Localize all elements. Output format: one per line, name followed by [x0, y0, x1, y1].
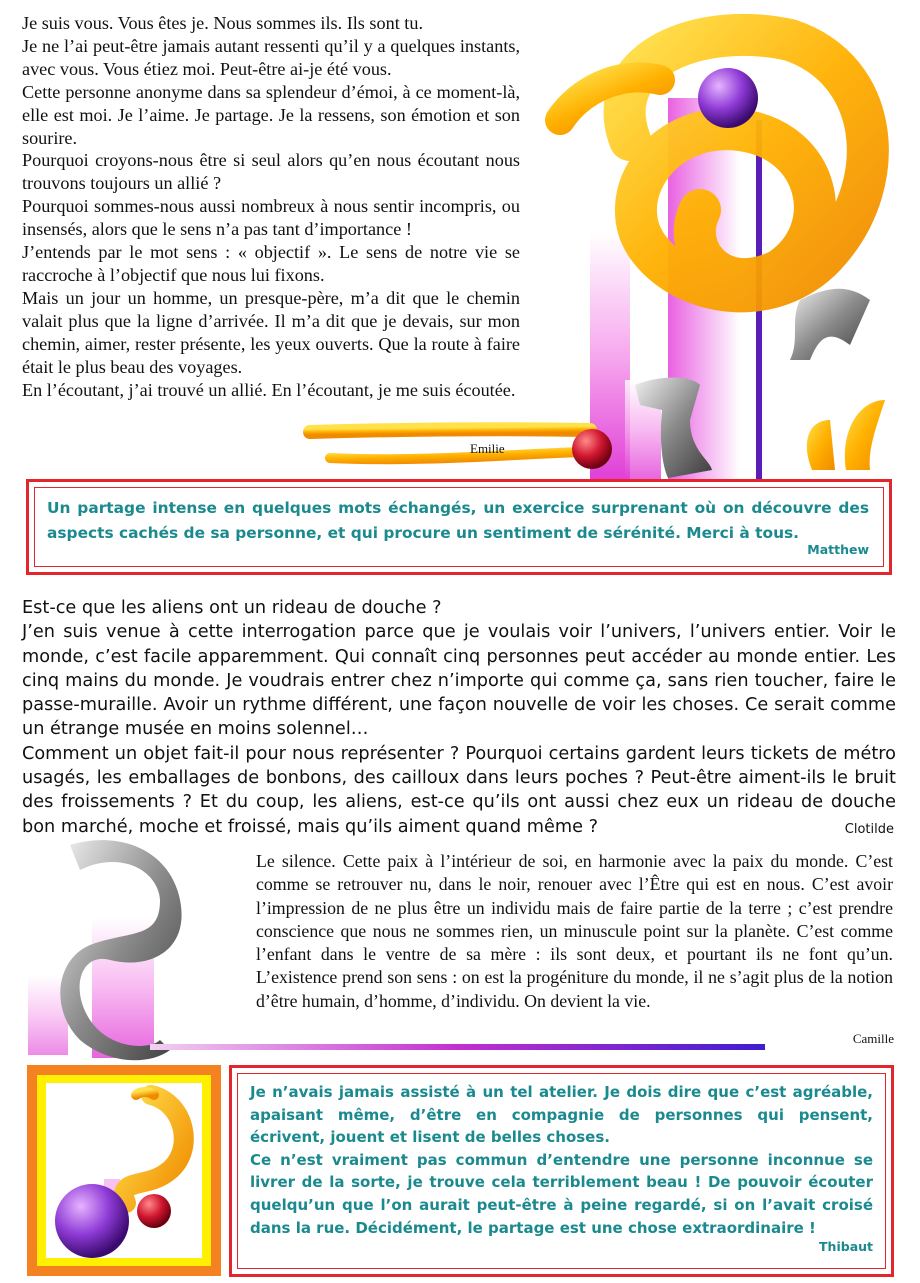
illustration-canvas — [46, 1083, 202, 1258]
camille-signature: Camille — [852, 1031, 894, 1046]
emilie-paragraph: Pourquoi croyons-nous être si seul alors qu’en nous écoutant nous trouvons toujours un allié ? — [22, 150, 520, 194]
thibaut-testimonial-box — [229, 1065, 894, 1277]
orange-stroke-2 — [330, 452, 580, 459]
emilie-paragraph: Je ne l’ai peut-être jamais autant ressenti qu’il y a quelques instants, avec vous. Vous étiez moi. Peut-être ai-je été vous. — [22, 35, 520, 79]
emilie-signature: Emilie — [470, 441, 505, 456]
thibaut-illustration-frame — [27, 1065, 221, 1276]
orange-ribbon-thibaut — [124, 1095, 184, 1203]
clotilde-paragraph: Comment un objet fait-il pour nous représenter ? Pourquoi certains gardent leurs tickets de métro usagés, les emballages de bonbons, des cailloux dans leurs poches ? Peut-être aiment-ils le bruit des froissements ? Et du coup, les aliens, est-ce qu’ils ont aussi chez eux un rideau de douche bon marché, moche et froissé, mais qu’ils aiment quand même ? — [22, 743, 896, 837]
clotilde-paragraph: J’en suis venue à cette interrogation parce que je voulais voir l’univers, l’univers entier. Voir le monde, c’est facile apparemment. Qui connaît cinq personnes peut accéder au monde entier. Les cinq mains du monde. Je voudrais entrer chez n’importe qui comme ça, sans rien toucher, faire le passe-muraille. Avoir un rythme différent, une façon nouvelle de voir les choses. Ce serait comme un étrange musée en moins solennel… — [22, 622, 896, 740]
thibaut-signature: Thibaut — [819, 1239, 873, 1254]
emilie-paragraph: Je suis vous. Vous êtes je. Nous sommes ils. Ils sont tu. — [22, 13, 423, 33]
thibaut-testimonial-text — [250, 1081, 873, 1239]
yellow-frame — [37, 1075, 211, 1266]
clotilde-text-block — [22, 596, 896, 839]
grey-ribbon-1 — [790, 289, 870, 360]
red-sphere-small — [137, 1194, 171, 1228]
emilie-paragraph: Pourquoi sommes-nous aussi nombreux à nous sentir incompris, ou insensés, alors que le sens n’a pas tant d’importance ! — [22, 196, 520, 240]
matthew-testimonial-box — [26, 479, 892, 575]
emilie-paragraph: Cette personne anonyme dans sa splendeur d’émoi, à ce moment-là, elle est moi. Je l’aime. Je partage. Je la ressens, son émotion et son sourire. — [22, 81, 520, 148]
matthew-signature: Matthew — [807, 542, 869, 557]
spheres-illustration — [46, 1083, 202, 1258]
clotilde-signature: Clotilde — [844, 822, 894, 837]
purple-sphere — [698, 68, 758, 128]
emilie-paragraph: J’entends par le mot sens : « objectif ». Le sens de notre vie se raccroche à l’objectif que nous lui fixons. — [22, 242, 520, 285]
emilie-paragraph: En l’écoutant, j’ai trouvé un allié. En l’écoutant, je me suis écoutée. — [22, 379, 516, 400]
thibaut-paragraph: Ce n’est vraiment pas commun d’entendre une personne inconnue se livrer de la sorte, je trouve cela terriblement beau ! De pouvoir écouter quelqu’un que l’on aurait peut-être à peine regardé, si on l’avait croisé dans la rue. Décidément, le partage est une chose extraordinaire ! — [250, 1150, 873, 1237]
purple-sphere-small — [55, 1184, 129, 1258]
clotilde-paragraph: Est-ce que les aliens ont un rideau de douche ? — [22, 598, 442, 618]
red-sphere — [572, 429, 612, 469]
orange-ribbon-tip — [136, 1092, 154, 1095]
matthew-testimonial-text: Un partage intense en quelques mots échangés, un exercice surprenant où on découvre des aspects cachés de sa personne, et qui procure un sentiment de sérénité. Merci à tous. — [47, 499, 869, 542]
purple-gradient-line — [150, 1044, 765, 1050]
orange-flame-1 — [807, 420, 835, 470]
thibaut-paragraph: Je n’avais jamais assisté à un tel atelier. Je dois dire que c’est agréable, apaisant même, d’être en compagnie de personnes qui pensent, écrivent, jouent et lisent de belles choses. — [250, 1083, 873, 1147]
orange-flame-2 — [845, 400, 885, 470]
orange-stroke-1 — [310, 429, 590, 432]
camille-text-block: Le silence. Cette paix à l’intérieur de soi, en harmonie avec la paix du monde. C’est comme se retrouver nu, dans le noir, renouer avec l’Être qui est en nous. C’est avoir l’impression de ne plus être un individu mais de faire partie de la terre ; c’est prendre conscience que nous ne sommes rien, un minuscule point sur la planète. C’est comme l’enfant dans le ventre de sa mère : ils sont deux, et pourtant ils ne font qu’un. L’existence prend son sens : on est la progéniture du monde, il ne s’agit plus de la notion d’être humain, d’homme, d’individu. On devient la vie. — [256, 851, 893, 1011]
emilie-paragraph: Mais un jour un homme, un presque-père, m’a dit que le chemin valait plus que la ligne d’arrivée. Il m’a dit que je devais, sur mon chemin, aimer, rester présente, les yeux ouverts. Que la route à faire était le plus beau des voyages. — [22, 287, 520, 377]
emilie-text-block — [22, 12, 520, 401]
